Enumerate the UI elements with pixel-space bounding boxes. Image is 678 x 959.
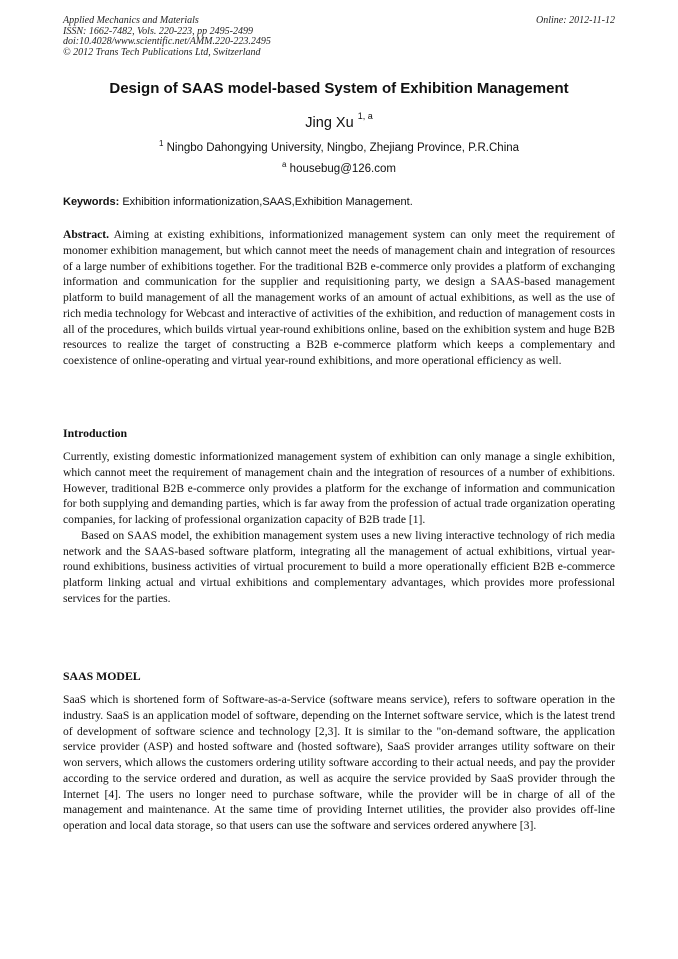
introduction-paragraph-1: Currently, existing domestic informationized management system of exhibition can only manage a single exhibition, which cannot meet the requirement of management chain and the integration of resources of a number of exhibitions. However, traditional B2B e-commerce only provides a platform for the exchange of information and communication for both supplying and demanding parties, which is far away from the profession of actual trade organization operating companies, for lacking of professional organization capacity of B2B trade [1].: [63, 450, 615, 526]
affiliation-superscript: 1: [158, 139, 164, 148]
author-name: Jing Xu: [305, 114, 354, 131]
introduction-heading: Introduction: [63, 426, 128, 440]
journal-name: Applied Mechanics and Materials: [63, 15, 199, 26]
journal-header: [63, 16, 615, 58]
saas-model-section: [63, 692, 615, 834]
keywords-text: Exhibition informationization,SAAS,Exhibition Management.: [122, 196, 413, 208]
email-superscript: a: [282, 160, 287, 169]
keywords-label: Keywords:: [63, 196, 120, 208]
journal-issn: ISSN: 1662-7482, Vols. 220-223, pp 2495-2499: [63, 25, 253, 37]
affiliation-line: [0, 139, 678, 154]
journal-copyright: © 2012 Trans Tech Publications Ltd, Switzerland: [63, 46, 261, 58]
abstract-paragraph: [63, 227, 615, 369]
keywords: [63, 196, 615, 208]
author-line: [0, 113, 678, 131]
email-line: [0, 160, 678, 175]
author-superscript: 1, a: [357, 111, 373, 121]
introduction-section: [63, 449, 615, 607]
paper-title: Design of SAAS model-based System of Exhibition Management: [109, 80, 569, 97]
affiliation-text: Ningbo Dahongying University, Ningbo, Zhejiang Province, P.R.China: [166, 141, 520, 154]
journal-doi[interactable]: doi:10.4028/www.scientific.net/AMM.220-223.2495: [63, 36, 271, 48]
abstract-section: [63, 227, 615, 369]
online-date: Online: 2012-11-12: [536, 15, 615, 26]
saas-model-heading: SAAS MODEL: [63, 669, 141, 683]
abstract-label: Abstract.: [63, 228, 110, 241]
introduction-paragraph-2: Based on SAAS model, the exhibition management system uses a new living interactive technology of rich media network and the SAAS-based software platform, integrating all the management of actual exhibitions, virtual year-round exhibitions, business activities of virtual procurement to build a more operationally efficient B2B e-commerce platform linking actual and virtual exhibitions and complementary advantages, which provides more professional services for the parties.: [63, 528, 615, 605]
author-email[interactable]: housebug@126.com: [289, 162, 396, 175]
abstract-text: Aiming at existing exhibitions, informationized management system can only meet the requirement of monomer exhibition management, but which cannot meet the needs of management chain and integration of resources of a large number of exhibitions together. For the traditional B2B e-commerce only provides a platform of exchanging information and communication for the supplier and requisitioning party, we design a SAAS-based management platform to build management of all the management works of an amount of actual exhibitions, as well as the use of rich media technology for Webcast and interactive of activities of the exhibition, and reduction of management costs in all of the procedures, which builds virtual year-round exhibitions online, based on the exhibition system and huge B2B resources to realize the target of constructing a B2B e-commerce platform which keeps a complementary and coexistence of online-operating and virtual year-round exhibitions, and more operational efficiency as well.: [63, 228, 615, 367]
saas-model-paragraph-1: SaaS which is shortened form of Software-as-a-Service (software means service), refers to software operation in the industry. SaaS is an application model of software, depending on the Internet software service, which is the latest trend of development of software science and technology [2,3]. It is similar to the "on-demand software, the application service provider (ASP) and hosted software and (hosted software), SaaS provider arranges utility software on their won servers, which allows the customers ordering utility software according to their actual needs, and pay the provider according to the service ordered and duration, as well as acquire the service provided by SaaS provider through the Internet [4]. The users no longer need to purchase software, while the provider will be in charge of all of the management and maintenance. At the same time of providing Internet utilities, the provider also provides off-line operation and local data storage, so that users can use the software and services ordered anywhere [3].: [63, 693, 615, 832]
